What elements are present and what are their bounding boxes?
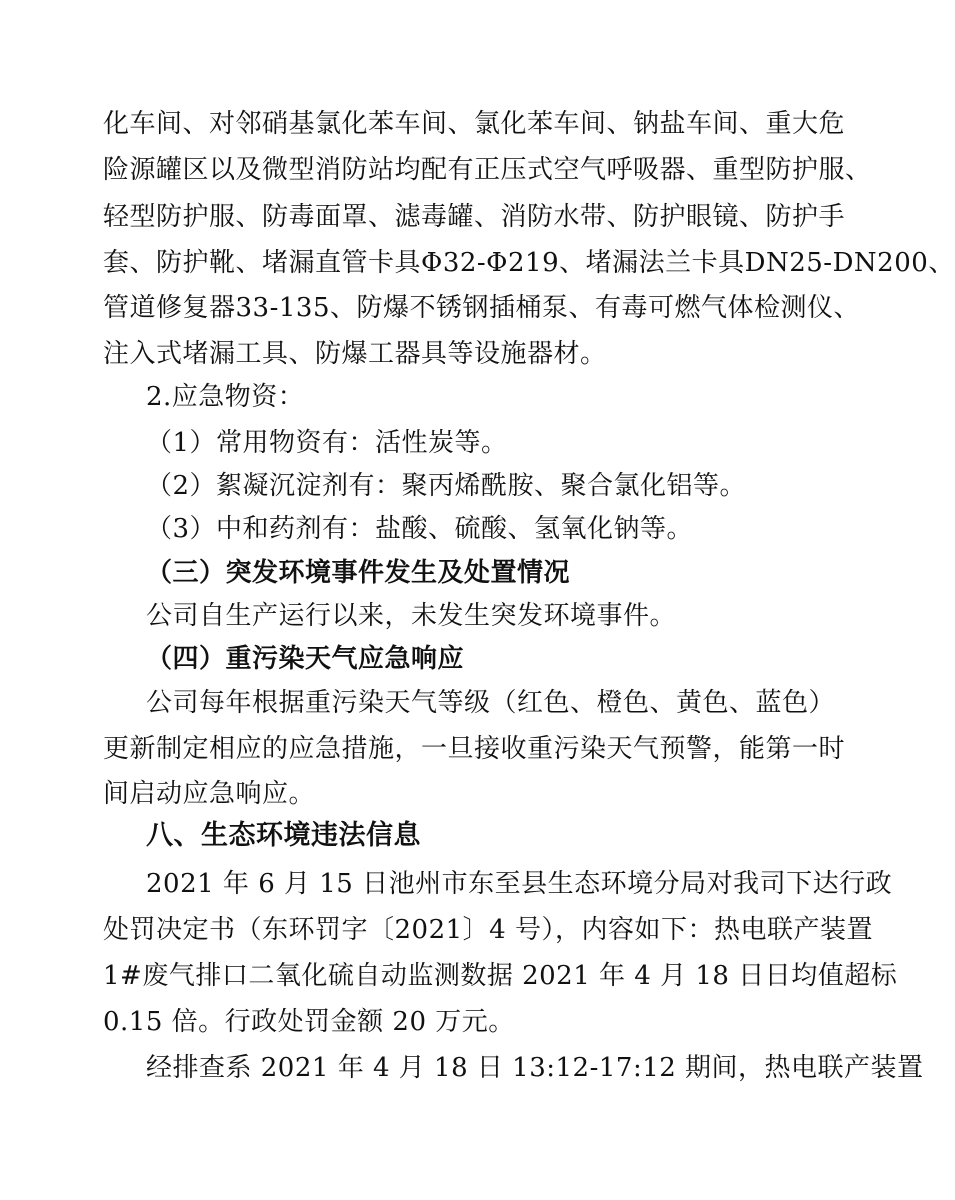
supply-item-3: （3）中和药剂有：盐酸、硫酸、氢氧化钠等。 [146, 514, 694, 544]
violation-line-4: 0.15 倍。行政处罚金额 20 万元。 [103, 1007, 515, 1037]
equipment-line-4: 套、防护靴、堵漏直管卡具Φ32-Φ219、堵漏法兰卡具DN25-DN200、 [103, 248, 955, 278]
equipment-line-6: 注入式堵漏工具、防爆工器具等设施器材。 [103, 339, 607, 369]
equipment-line-5: 管道修复器33-135、防爆不锈钢插桶泵、有毒可燃气体检测仪、 [103, 293, 860, 323]
supply-item-2: （2）絮凝沉淀剂有：聚丙烯酰胺、聚合氯化铝等。 [146, 471, 747, 501]
section-four-line-3: 间启动应急响应。 [103, 779, 316, 809]
equipment-line-3: 轻型防护服、防毒面罩、滤毒罐、消防水带、防护眼镜、防护手 [103, 202, 846, 232]
supply-item-1: （1）常用物资有：活性炭等。 [146, 428, 508, 458]
section-three-text: 公司自生产运行以来，未发生突发环境事件。 [146, 601, 677, 631]
section-three-title: （三）突发环境事件发生及处置情况 [146, 558, 571, 588]
violation-line-3: 1#废气排口二氧化硫自动监测数据 2021 年 4 月 18 日日均值超标 [103, 961, 898, 991]
equipment-line-2: 险源罐区以及微型消防站均配有正压式空气呼吸器、重型防护服、 [103, 155, 872, 185]
chapter-eight-title: 八、生态环境违法信息 [146, 820, 421, 851]
section-four-line-2: 更新制定相应的应急措施，一旦接收重污染天气预警，能第一时 [103, 734, 846, 764]
emergency-supplies-title: 2.应急物资： [146, 382, 305, 412]
section-four-line-1: 公司每年根据重污染天气等级（红色、橙色、黄色、蓝色） [146, 688, 836, 718]
violation-line-2: 处罚决定书（东环罚字〔2021〕4 号），内容如下：热电联产装置 [103, 915, 873, 945]
section-four-title: （四）重污染天气应急响应 [146, 644, 465, 674]
equipment-line-1: 化车间、对邻硝基氯化苯车间、氯化苯车间、钠盐车间、重大危 [103, 109, 846, 139]
violation-line-1: 2021 年 6 月 15 日池州市东至县生态环境分局对我司下达行政 [146, 869, 893, 899]
investigation-line: 经排查系 2021 年 4 月 18 日 13:12-17:12 期间，热电联产装置 [146, 1053, 924, 1083]
